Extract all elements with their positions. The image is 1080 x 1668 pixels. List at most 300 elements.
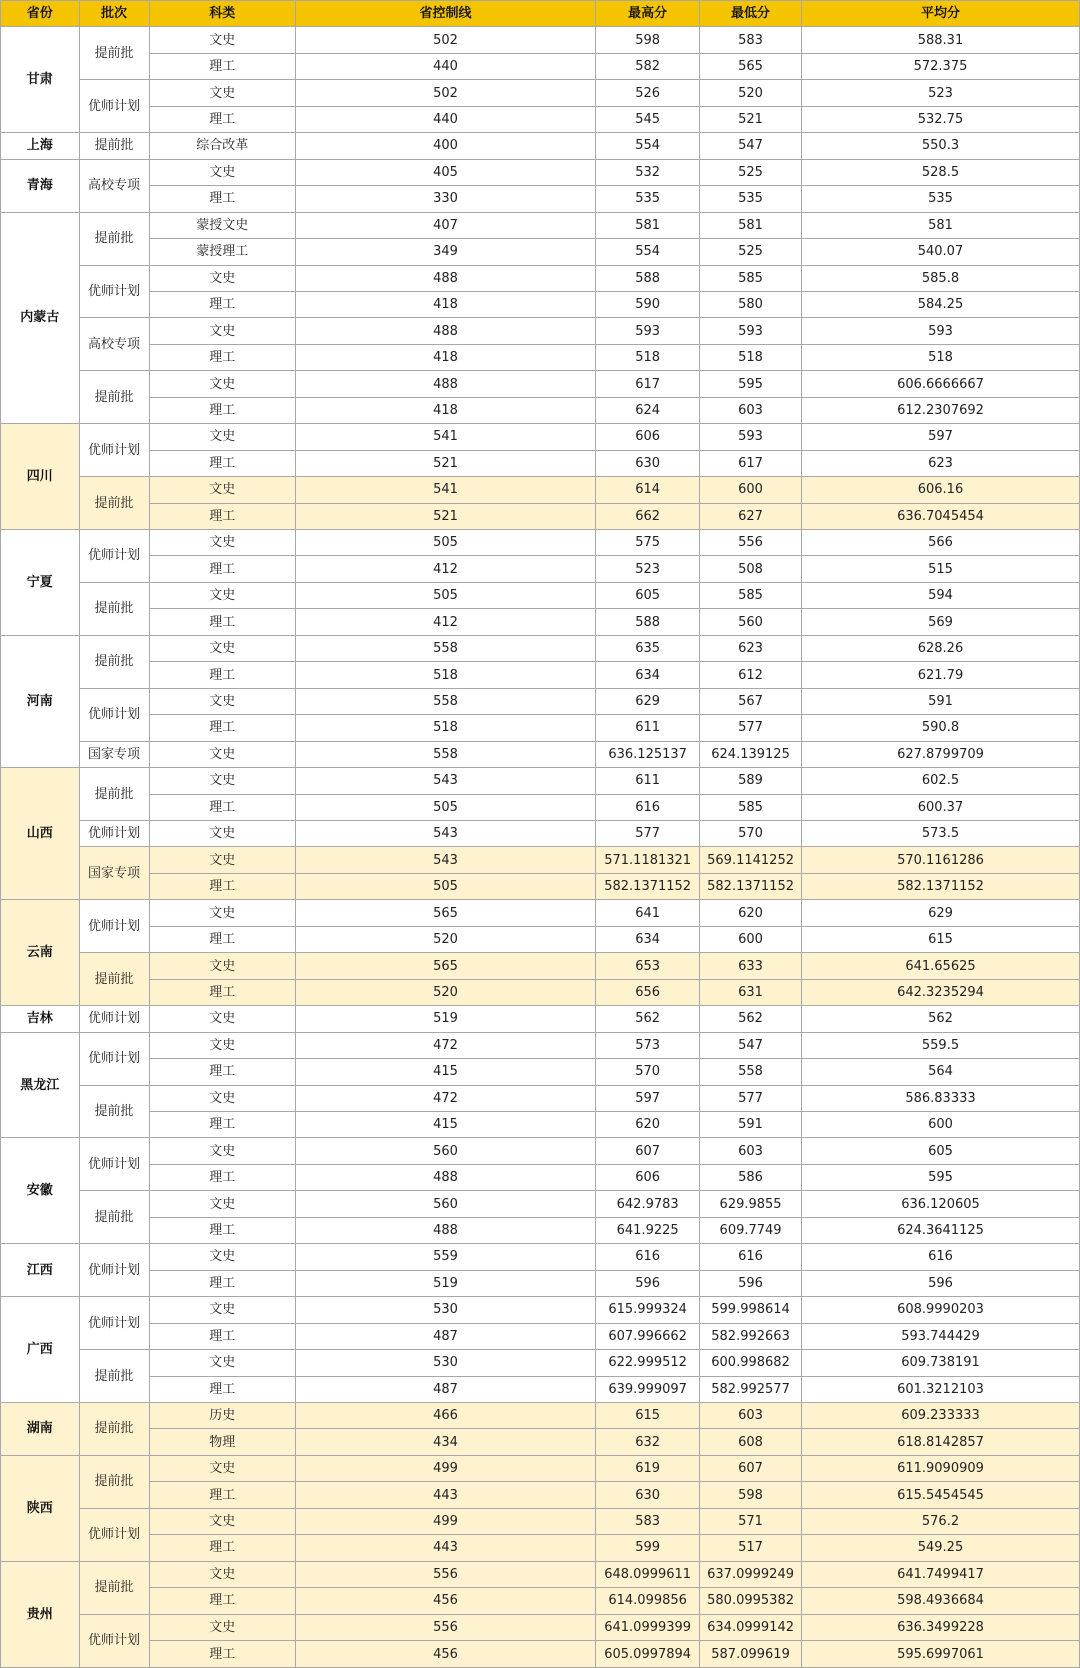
max-score-cell: 554 (596, 239, 700, 265)
min-score-cell: 581 (700, 212, 802, 238)
table-row (1, 1059, 1080, 1085)
header-avg-score: 平均分 (801, 1, 1079, 27)
subject-cell: 理工 (149, 1482, 295, 1508)
subject-cell: 综合改革 (149, 133, 295, 159)
province-cell: 吉林 (1, 1006, 80, 1032)
subject-cell: 文史 (149, 900, 295, 926)
table-row (1, 503, 1080, 529)
control-line-cell: 518 (295, 715, 595, 741)
avg-score-cell: 532.75 (801, 106, 1079, 132)
avg-score-cell: 569 (801, 609, 1079, 635)
subject-cell: 文史 (149, 80, 295, 106)
min-score-cell: 525 (700, 159, 802, 185)
subject-cell: 理工 (149, 979, 295, 1005)
table-row (1, 1244, 1080, 1270)
min-score-cell: 616 (700, 1244, 802, 1270)
min-score-cell: 517 (700, 1535, 802, 1561)
max-score-cell: 656 (596, 979, 700, 1005)
province-cell: 广西 (1, 1297, 80, 1403)
min-score-cell: 547 (700, 1032, 802, 1058)
max-score-cell: 532 (596, 159, 700, 185)
batch-cell: 国家专项 (79, 741, 149, 767)
control-line-cell: 499 (295, 1508, 595, 1534)
header-row (1, 1, 1080, 27)
subject-cell: 文史 (149, 1297, 295, 1323)
max-score-cell: 607 (596, 1138, 700, 1164)
max-score-cell: 615.999324 (596, 1297, 700, 1323)
avg-score-cell: 628.26 (801, 635, 1079, 661)
control-line-cell: 520 (295, 979, 595, 1005)
avg-score-cell: 636.7045454 (801, 503, 1079, 529)
control-line-cell: 415 (295, 1059, 595, 1085)
subject-cell: 文史 (149, 953, 295, 979)
avg-score-cell: 606.16 (801, 477, 1079, 503)
min-score-cell: 565 (700, 53, 802, 79)
max-score-cell: 582.1371152 (596, 873, 700, 899)
batch-cell: 优师计划 (79, 821, 149, 847)
max-score-cell: 605 (596, 582, 700, 608)
min-score-cell: 560 (700, 609, 802, 635)
table-row (1, 1270, 1080, 1296)
min-score-cell: 585 (700, 582, 802, 608)
control-line-cell: 415 (295, 1112, 595, 1138)
avg-score-cell: 595 (801, 1164, 1079, 1190)
avg-score-cell: 523 (801, 80, 1079, 106)
avg-score-cell: 594 (801, 582, 1079, 608)
max-score-cell: 635 (596, 635, 700, 661)
subject-cell: 理工 (149, 291, 295, 317)
table-row (1, 556, 1080, 582)
table-row (1, 609, 1080, 635)
min-score-cell: 525 (700, 239, 802, 265)
subject-cell: 理工 (149, 1641, 295, 1668)
control-line-cell: 541 (295, 477, 595, 503)
subject-cell: 理工 (149, 1164, 295, 1190)
max-score-cell: 588 (596, 609, 700, 635)
max-score-cell: 630 (596, 1482, 700, 1508)
avg-score-cell: 621.79 (801, 662, 1079, 688)
avg-score-cell: 609.233333 (801, 1402, 1079, 1428)
control-line-cell: 543 (295, 821, 595, 847)
subject-cell: 理工 (149, 397, 295, 423)
batch-cell: 提前批 (79, 1402, 149, 1455)
avg-score-cell: 581 (801, 212, 1079, 238)
max-score-cell: 605.0997894 (596, 1641, 700, 1668)
table-row (1, 265, 1080, 291)
control-line-cell: 520 (295, 926, 595, 952)
table-row (1, 741, 1080, 767)
control-line-cell: 407 (295, 212, 595, 238)
max-score-cell: 622.999512 (596, 1350, 700, 1376)
subject-cell: 文史 (149, 424, 295, 450)
max-score-cell: 611 (596, 715, 700, 741)
avg-score-cell: 586.83333 (801, 1085, 1079, 1111)
table-row (1, 1588, 1080, 1614)
max-score-cell: 641.9225 (596, 1217, 700, 1243)
subject-cell: 蒙授文史 (149, 212, 295, 238)
batch-cell: 高校专项 (79, 318, 149, 371)
subject-cell: 文史 (149, 1138, 295, 1164)
batch-cell: 提前批 (79, 953, 149, 1006)
table-row (1, 477, 1080, 503)
table-row (1, 318, 1080, 344)
control-line-cell: 505 (295, 582, 595, 608)
avg-score-cell: 642.3235294 (801, 979, 1079, 1005)
avg-score-cell: 609.738191 (801, 1350, 1079, 1376)
avg-score-cell: 528.5 (801, 159, 1079, 185)
avg-score-cell: 608.9990203 (801, 1297, 1079, 1323)
header-control-line: 省控制线 (295, 1, 595, 27)
min-score-cell: 609.7749 (700, 1217, 802, 1243)
control-line-cell: 505 (295, 794, 595, 820)
avg-score-cell: 616 (801, 1244, 1079, 1270)
control-line-cell: 330 (295, 186, 595, 212)
min-score-cell: 508 (700, 556, 802, 582)
min-score-cell: 612 (700, 662, 802, 688)
avg-score-cell: 591 (801, 688, 1079, 714)
control-line-cell: 488 (295, 318, 595, 344)
min-score-cell: 558 (700, 1059, 802, 1085)
batch-cell: 优师计划 (79, 1138, 149, 1191)
subject-cell: 文史 (149, 1561, 295, 1587)
max-score-cell: 526 (596, 80, 700, 106)
batch-cell: 优师计划 (79, 424, 149, 477)
subject-cell: 理工 (149, 1535, 295, 1561)
avg-score-cell: 596 (801, 1270, 1079, 1296)
batch-cell: 提前批 (79, 1455, 149, 1508)
min-score-cell: 603 (700, 1138, 802, 1164)
table-row (1, 873, 1080, 899)
min-score-cell: 518 (700, 344, 802, 370)
control-line-cell: 565 (295, 953, 595, 979)
control-line-cell: 443 (295, 1482, 595, 1508)
min-score-cell: 593 (700, 424, 802, 450)
subject-cell: 理工 (149, 715, 295, 741)
avg-score-cell: 518 (801, 344, 1079, 370)
subject-cell: 文史 (149, 27, 295, 53)
min-score-cell: 624.139125 (700, 741, 802, 767)
min-score-cell: 589 (700, 768, 802, 794)
control-line-cell: 518 (295, 662, 595, 688)
control-line-cell: 488 (295, 1217, 595, 1243)
min-score-cell: 582.1371152 (700, 873, 802, 899)
province-cell: 青海 (1, 159, 80, 212)
batch-cell: 优师计划 (79, 1297, 149, 1350)
min-score-cell: 556 (700, 530, 802, 556)
control-line-cell: 487 (295, 1323, 595, 1349)
avg-score-cell: 605 (801, 1138, 1079, 1164)
max-score-cell: 616 (596, 1244, 700, 1270)
max-score-cell: 634 (596, 662, 700, 688)
batch-cell: 提前批 (79, 27, 149, 80)
avg-score-cell: 576.2 (801, 1508, 1079, 1534)
max-score-cell: 620 (596, 1112, 700, 1138)
control-line-cell: 412 (295, 609, 595, 635)
avg-score-cell: 593.744429 (801, 1323, 1079, 1349)
subject-cell: 理工 (149, 556, 295, 582)
subject-cell: 理工 (149, 186, 295, 212)
subject-cell: 文史 (149, 1032, 295, 1058)
avg-score-cell: 627.8799709 (801, 741, 1079, 767)
avg-score-cell: 600.37 (801, 794, 1079, 820)
control-line-cell: 443 (295, 1535, 595, 1561)
min-score-cell: 520 (700, 80, 802, 106)
subject-cell: 历史 (149, 1402, 295, 1428)
max-score-cell: 571.1181321 (596, 847, 700, 873)
min-score-cell: 570 (700, 821, 802, 847)
avg-score-cell: 550.3 (801, 133, 1079, 159)
header-subject: 科类 (149, 1, 295, 27)
province-cell: 山西 (1, 768, 80, 900)
max-score-cell: 554 (596, 133, 700, 159)
control-line-cell: 558 (295, 741, 595, 767)
min-score-cell: 600 (700, 477, 802, 503)
batch-cell: 优师计划 (79, 1508, 149, 1561)
table-body (1, 27, 1080, 1668)
control-line-cell: 560 (295, 1191, 595, 1217)
batch-cell: 提前批 (79, 1350, 149, 1403)
avg-score-cell: 572.375 (801, 53, 1079, 79)
subject-cell: 文史 (149, 371, 295, 397)
avg-score-cell: 602.5 (801, 768, 1079, 794)
batch-cell: 优师计划 (79, 265, 149, 318)
province-cell: 上海 (1, 133, 80, 159)
table-row (1, 1217, 1080, 1243)
avg-score-cell: 641.7499417 (801, 1561, 1079, 1587)
avg-score-cell: 590.8 (801, 715, 1079, 741)
max-score-cell: 639.999097 (596, 1376, 700, 1402)
control-line-cell: 565 (295, 900, 595, 926)
control-line-cell: 521 (295, 503, 595, 529)
max-score-cell: 630 (596, 450, 700, 476)
min-score-cell: 569.1141252 (700, 847, 802, 873)
min-score-cell: 535 (700, 186, 802, 212)
control-line-cell: 505 (295, 530, 595, 556)
table-row (1, 1614, 1080, 1640)
min-score-cell: 627 (700, 503, 802, 529)
header-province: 省份 (1, 1, 80, 27)
table-row (1, 688, 1080, 714)
subject-cell: 蒙授理工 (149, 239, 295, 265)
control-line-cell: 456 (295, 1588, 595, 1614)
max-score-cell: 619 (596, 1455, 700, 1481)
max-score-cell: 615 (596, 1402, 700, 1428)
max-score-cell: 562 (596, 1006, 700, 1032)
min-score-cell: 631 (700, 979, 802, 1005)
avg-score-cell: 641.65625 (801, 953, 1079, 979)
subject-cell: 文史 (149, 1006, 295, 1032)
province-cell: 陕西 (1, 1455, 80, 1561)
subject-cell: 文史 (149, 1614, 295, 1640)
max-score-cell: 632 (596, 1429, 700, 1455)
avg-score-cell: 618.8142857 (801, 1429, 1079, 1455)
min-score-cell: 583 (700, 27, 802, 53)
max-score-cell: 642.9783 (596, 1191, 700, 1217)
table-row (1, 133, 1080, 159)
avg-score-cell: 570.1161286 (801, 847, 1079, 873)
max-score-cell: 597 (596, 1085, 700, 1111)
avg-score-cell: 623 (801, 450, 1079, 476)
subject-cell: 理工 (149, 1323, 295, 1349)
max-score-cell: 614.099856 (596, 1588, 700, 1614)
min-score-cell: 577 (700, 1085, 802, 1111)
province-cell: 宁夏 (1, 530, 80, 636)
max-score-cell: 634 (596, 926, 700, 952)
province-cell: 黑龙江 (1, 1032, 80, 1138)
avg-score-cell: 615.5454545 (801, 1482, 1079, 1508)
table-row (1, 1297, 1080, 1323)
table-row (1, 715, 1080, 741)
table-header (1, 1, 1080, 27)
subject-cell: 文史 (149, 1350, 295, 1376)
table-row (1, 80, 1080, 106)
control-line-cell: 405 (295, 159, 595, 185)
min-score-cell: 607 (700, 1455, 802, 1481)
max-score-cell: 545 (596, 106, 700, 132)
subject-cell: 理工 (149, 1059, 295, 1085)
control-line-cell: 487 (295, 1376, 595, 1402)
min-score-cell: 603 (700, 397, 802, 423)
table-row (1, 1112, 1080, 1138)
control-line-cell: 519 (295, 1006, 595, 1032)
control-line-cell: 434 (295, 1429, 595, 1455)
subject-cell: 理工 (149, 609, 295, 635)
table-row (1, 291, 1080, 317)
min-score-cell: 634.0999142 (700, 1614, 802, 1640)
max-score-cell: 641.0999399 (596, 1614, 700, 1640)
max-score-cell: 575 (596, 530, 700, 556)
subject-cell: 理工 (149, 1588, 295, 1614)
min-score-cell: 587.099619 (700, 1641, 802, 1668)
max-score-cell: 523 (596, 556, 700, 582)
avg-score-cell: 584.25 (801, 291, 1079, 317)
header-batch: 批次 (79, 1, 149, 27)
min-score-cell: 580 (700, 291, 802, 317)
min-score-cell: 600 (700, 926, 802, 952)
subject-cell: 文史 (149, 159, 295, 185)
control-line-cell: 530 (295, 1297, 595, 1323)
control-line-cell: 456 (295, 1641, 595, 1668)
control-line-cell: 558 (295, 688, 595, 714)
max-score-cell: 588 (596, 265, 700, 291)
control-line-cell: 558 (295, 635, 595, 661)
min-score-cell: 620 (700, 900, 802, 926)
control-line-cell: 466 (295, 1402, 595, 1428)
max-score-cell: 583 (596, 1508, 700, 1534)
subject-cell: 文史 (149, 318, 295, 344)
province-cell: 河南 (1, 635, 80, 767)
table-row (1, 1138, 1080, 1164)
batch-cell: 提前批 (79, 1191, 149, 1244)
subject-cell: 文史 (149, 688, 295, 714)
table-row (1, 186, 1080, 212)
max-score-cell: 616 (596, 794, 700, 820)
min-score-cell: 567 (700, 688, 802, 714)
min-score-cell: 582.992663 (700, 1323, 802, 1349)
control-line-cell: 559 (295, 1244, 595, 1270)
max-score-cell: 607.996662 (596, 1323, 700, 1349)
max-score-cell: 641 (596, 900, 700, 926)
table-row (1, 821, 1080, 847)
table-row (1, 1641, 1080, 1668)
avg-score-cell: 601.3212103 (801, 1376, 1079, 1402)
batch-cell: 优师计划 (79, 900, 149, 953)
province-cell: 安徽 (1, 1138, 80, 1244)
avg-score-cell: 598.4936684 (801, 1588, 1079, 1614)
subject-cell: 理工 (149, 873, 295, 899)
min-score-cell: 603 (700, 1402, 802, 1428)
min-score-cell: 629.9855 (700, 1191, 802, 1217)
table-row (1, 1455, 1080, 1481)
batch-cell: 高校专项 (79, 159, 149, 212)
min-score-cell: 600.998682 (700, 1350, 802, 1376)
subject-cell: 文史 (149, 847, 295, 873)
province-cell: 湖南 (1, 1402, 80, 1455)
avg-score-cell: 624.3641125 (801, 1217, 1079, 1243)
min-score-cell: 586 (700, 1164, 802, 1190)
max-score-cell: 636.125137 (596, 741, 700, 767)
subject-cell: 物理 (149, 1429, 295, 1455)
control-line-cell: 521 (295, 450, 595, 476)
max-score-cell: 611 (596, 768, 700, 794)
batch-cell: 优师计划 (79, 1032, 149, 1085)
subject-cell: 理工 (149, 53, 295, 79)
control-line-cell: 472 (295, 1032, 595, 1058)
avg-score-cell: 612.2307692 (801, 397, 1079, 423)
max-score-cell: 577 (596, 821, 700, 847)
max-score-cell: 629 (596, 688, 700, 714)
min-score-cell: 593 (700, 318, 802, 344)
table-row (1, 1006, 1080, 1032)
batch-cell: 国家专项 (79, 847, 149, 900)
table-row (1, 239, 1080, 265)
table-row (1, 212, 1080, 238)
batch-cell: 优师计划 (79, 1006, 149, 1032)
control-line-cell: 556 (295, 1614, 595, 1640)
table-row (1, 159, 1080, 185)
max-score-cell: 593 (596, 318, 700, 344)
table-row (1, 1085, 1080, 1111)
province-cell: 江西 (1, 1244, 80, 1297)
subject-cell: 文史 (149, 768, 295, 794)
table-row (1, 635, 1080, 661)
batch-cell: 提前批 (79, 1561, 149, 1614)
max-score-cell: 535 (596, 186, 700, 212)
table-row (1, 1376, 1080, 1402)
batch-cell: 优师计划 (79, 1614, 149, 1667)
table-row (1, 979, 1080, 1005)
max-score-cell: 617 (596, 371, 700, 397)
subject-cell: 理工 (149, 926, 295, 952)
subject-cell: 文史 (149, 530, 295, 556)
min-score-cell: 577 (700, 715, 802, 741)
table-row (1, 397, 1080, 423)
subject-cell: 文史 (149, 635, 295, 661)
subject-cell: 理工 (149, 1112, 295, 1138)
batch-cell: 优师计划 (79, 1244, 149, 1297)
subject-cell: 文史 (149, 477, 295, 503)
table-row (1, 1164, 1080, 1190)
province-cell: 贵州 (1, 1561, 80, 1667)
avg-score-cell: 588.31 (801, 27, 1079, 53)
table-row (1, 1429, 1080, 1455)
subject-cell: 文史 (149, 1244, 295, 1270)
table-row (1, 344, 1080, 370)
subject-cell: 文史 (149, 821, 295, 847)
min-score-cell: 591 (700, 1112, 802, 1138)
control-line-cell: 488 (295, 371, 595, 397)
table-row (1, 106, 1080, 132)
